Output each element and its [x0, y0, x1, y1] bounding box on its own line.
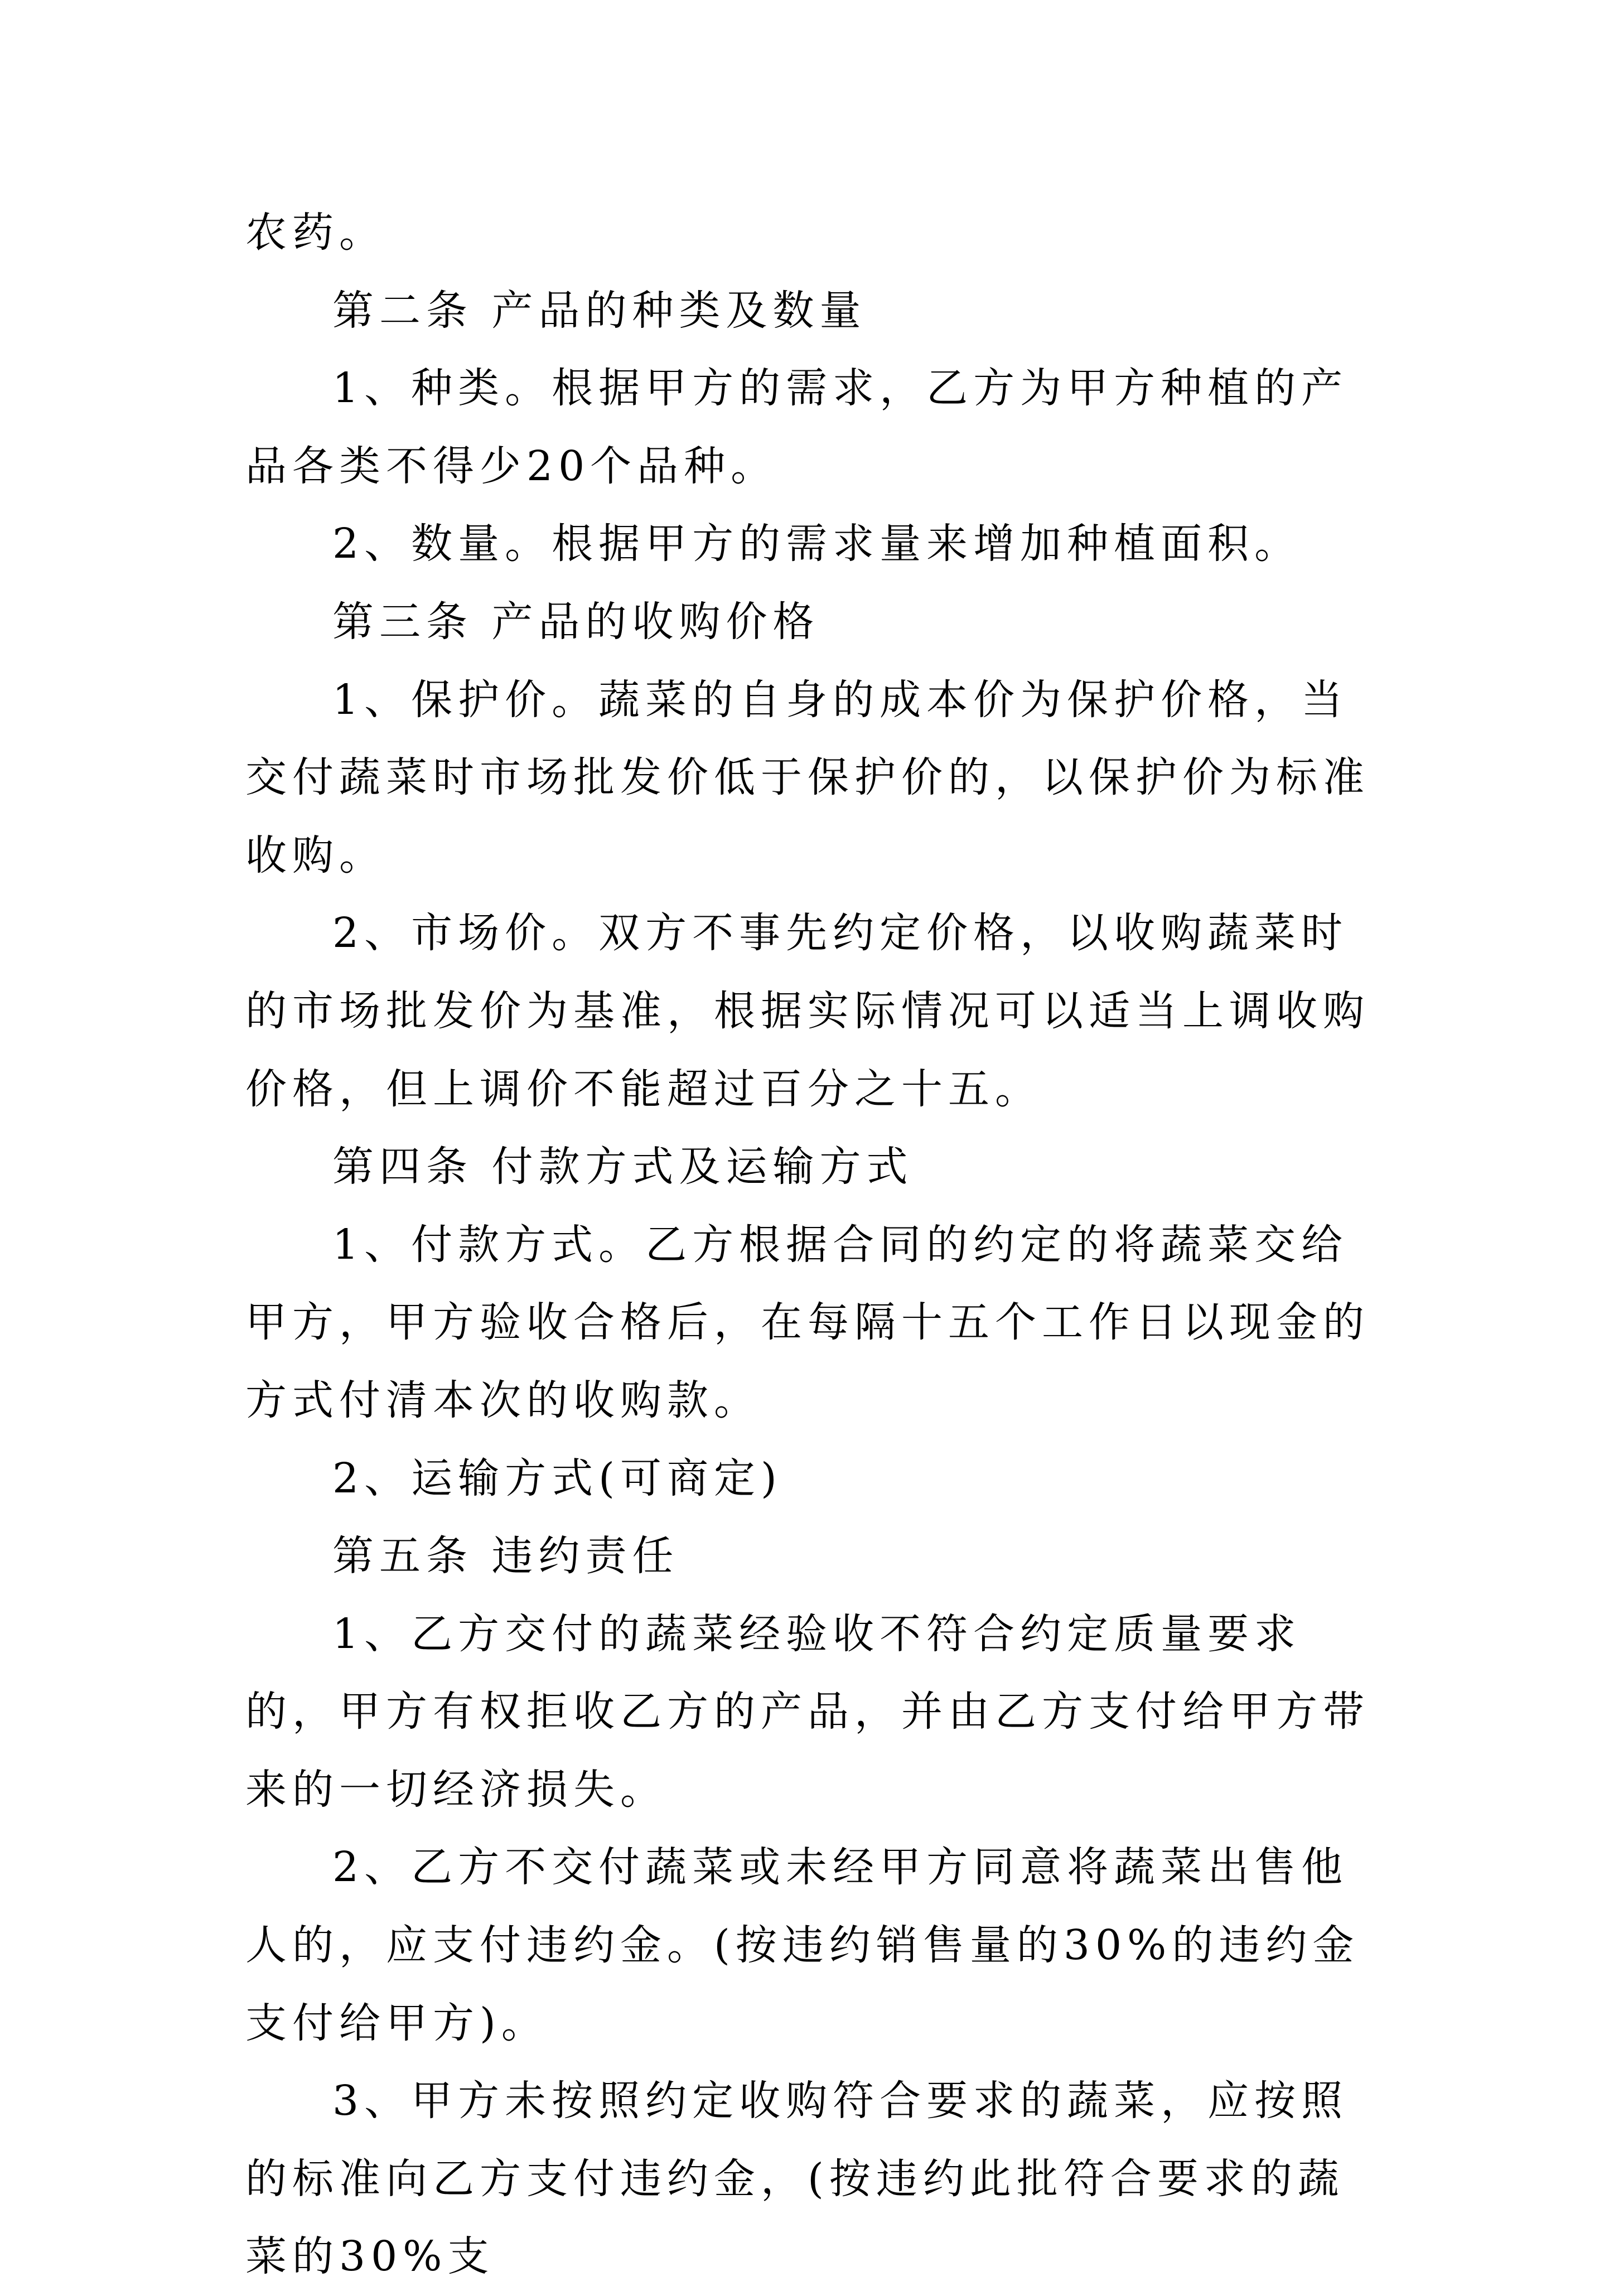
document-body: [245, 194, 1372, 2296]
article-heading-2: 第二条 产品的种类及数量: [332, 286, 867, 335]
clause-3-1: 1、保护价。蔬菜的自身的成本价为保护价格，当交付蔬菜时市场批发价低于保护价的，以保护价为标准收购。: [245, 675, 1370, 879]
clause-5-1: 1、乙方交付的蔬菜经验收不符合约定质量要求的，甲方有权拒收乙方的产品，并由乙方支付给甲方带来的一切经济损失。: [245, 1609, 1370, 1814]
clause-4-1: 1、付款方式。乙方根据合同的约定的将蔬菜交给甲方，甲方验收合格后，在每隔十五个工作日以现金的方式付清本次的收购款。: [245, 1220, 1370, 1424]
article-heading-3: 第三条 产品的收购价格: [332, 597, 820, 646]
article-heading-4: 第四条 付款方式及运输方式: [332, 1143, 914, 1191]
clause-5-2: 2、乙方不交付蔬菜或未经甲方同意将蔬菜出售他人的，应支付违约金。(按违约销售量的30%的违约金支付给甲方)。: [245, 1843, 1360, 2047]
paragraph-continuation: 农药。: [245, 209, 386, 257]
clause-4-2: 2、运输方式(可商定): [332, 1454, 782, 1502]
clause-5-3: 3、甲方未按照约定收购符合要求的蔬菜，应按照的标准向乙方支付违约金，(按违约此批符合要求的蔬菜的30%支: [245, 2077, 1349, 2281]
article-heading-5: 第五条 违约责任: [332, 1532, 679, 1580]
clause-2-1: 1、种类。根据甲方的需求，乙方为甲方种植的产品各类不得少20个品种。: [245, 364, 1349, 490]
clause-2-2: 2、数量。根据甲方的需求量来增加种植面积。: [332, 520, 1302, 568]
clause-3-2: 2、市场价。双方不事先约定价格，以收购蔬菜时的市场批发价为基准，根据实际情况可以适当上调收购价格，但上调价不能超过百分之十五。: [245, 909, 1370, 1113]
